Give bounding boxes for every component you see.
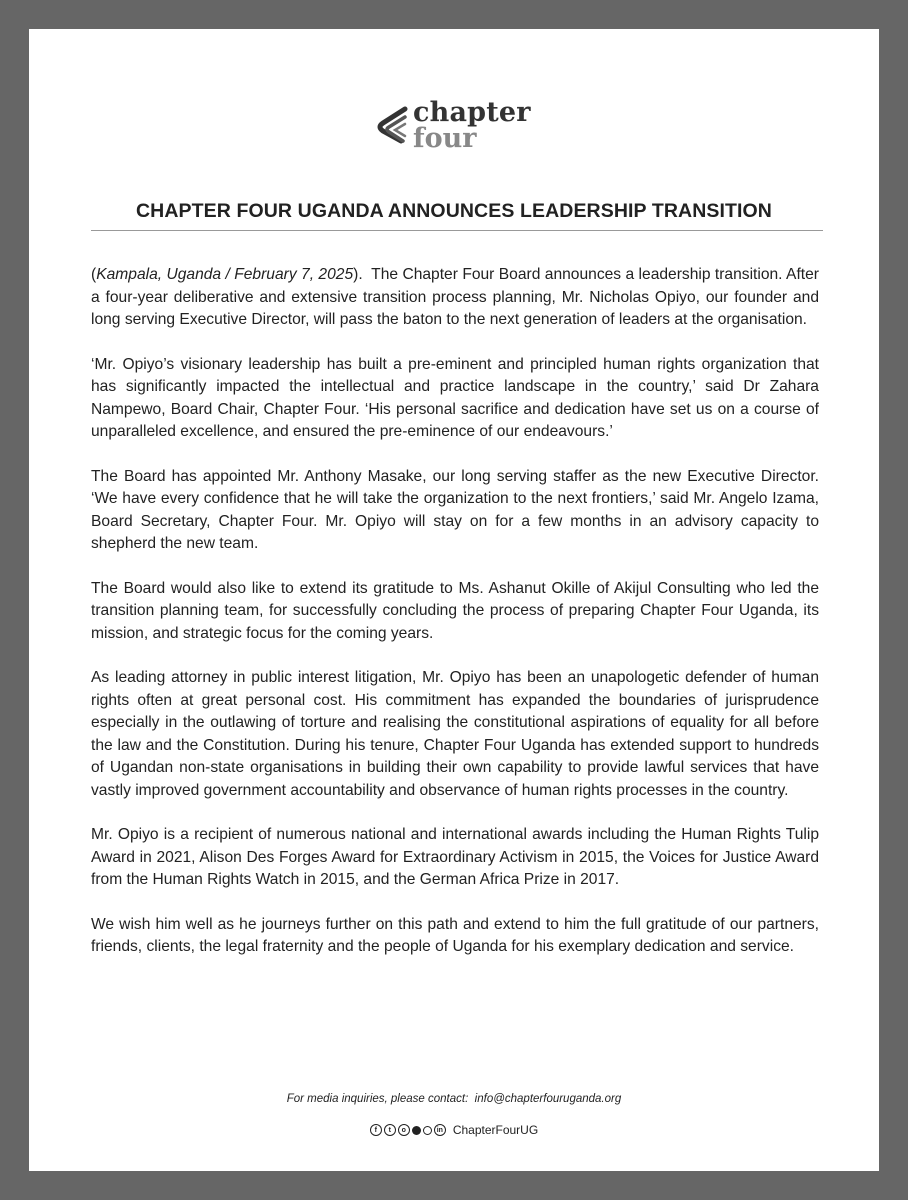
document-page (29, 29, 879, 1171)
flickr-dark-dot-icon[interactable] (412, 1126, 421, 1135)
media-contact-label: For media inquiries, please contact: (286, 1093, 469, 1105)
facebook-icon[interactable]: f (370, 1124, 382, 1136)
paragraph-1-text: The Chapter Four Board announces a leadership transition. After a four-year deliberative and extensive transition process planning, Mr. Nicholas Opiyo, our founder and long serving Executive Director, will pass the baton to the next generation of leaders at the organisation. (91, 266, 819, 328)
instagram-icon[interactable]: o (398, 1124, 410, 1136)
logo-word-four: four (413, 123, 477, 154)
paragraph-6: Mr. Opiyo is a recipient of numerous national and international awards including the Human Rights Tulip Award in 2021, Alison Des Forges Award for Extraordinary Activism in 2015, the Voices for Justice Award from the Human Rights Watch in 2015, and the German Africa Prize in 2017. (91, 826, 819, 888)
twitter-icon[interactable]: t (384, 1124, 396, 1136)
document-body (91, 264, 819, 981)
page-title: CHAPTER FOUR UGANDA ANNOUNCES LEADERSHIP TRANSITION (136, 200, 772, 222)
flickr-light-dot-icon[interactable] (423, 1126, 432, 1135)
logo-word-chapter: chapter (413, 97, 531, 128)
paragraph-3: The Board has appointed Mr. Anthony Masake, our long serving staffer as the new Executive Director. ‘We have every confidence that he will take the organization to the next frontiers,’ said Mr. Angelo Izama, Board Secretary, Chapter Four. Mr. Opiyo will stay on for a few months in an advisory capacity to shepherd the new team. (91, 467, 819, 552)
dateline: Kampala, Uganda / February 7, 2025 (96, 266, 354, 283)
chapter-four-logo (375, 99, 545, 159)
linkedin-icon[interactable]: in (434, 1124, 446, 1136)
paragraph-1: (Kampala, Uganda / February 7, 2025). The Chapter Four Board announces a leadership transition. After a four-year deliberative and extensive transition process planning, Mr. Nicholas Opiyo, our founder and long serving Executive Director, will pass the baton to the next generation of leaders at the organisation. (91, 266, 819, 328)
contact-email-link[interactable]: info@chapterfouruganda.org (474, 1093, 622, 1105)
paragraph-7: We wish him well as he journeys further on this path and extend to him the full gratitude of our partners, friends, clients, the legal fraternity and the people of Uganda for his exemplary dedication and service. (91, 915, 819, 955)
title-divider (91, 230, 823, 231)
media-contact (29, 1093, 879, 1105)
paragraph-4: The Board would also like to extend its gratitude to Ms. Ashanut Okille of Akijul Consulting who led the transition planning team, for successfully concluding the process of preparing Chapter Four Uganda, its mission, and strategic focus for the coming years. (91, 579, 819, 642)
paragraph-2: ‘Mr. Opiyo’s visionary leadership has built a pre-eminent and principled human rights organization that has significantly impacted the intellectual and practice landscape in the country,’ said Dr Zahara Nampewo, Board Chair, Chapter Four. ‘His personal sacrifice and dedication have set us on a course of unparalleled excellence, and ensured the pre-eminence of our endeavours.’ (91, 355, 819, 440)
paragraph-5: As leading attorney in public interest litigation, Mr. Opiyo has been an unapologetic defender of human rights often at great personal cost. His commitment has expanded the boundaries of jurisprudence especially in the outlawing of torture and realising the constitutional aspirations of equality for all before the law and the Constitution. During his tenure, Chapter Four Uganda has extended support to hundreds of Ugandan non-state organisations in building their own capability to provide lawful services that have vastly improved government accountability and observance of human rights processes in the country. (91, 669, 819, 799)
social-handle: ChapterFourUG (452, 1123, 539, 1137)
social-links (29, 1123, 879, 1137)
chapter-four-logo-icon (375, 105, 411, 149)
